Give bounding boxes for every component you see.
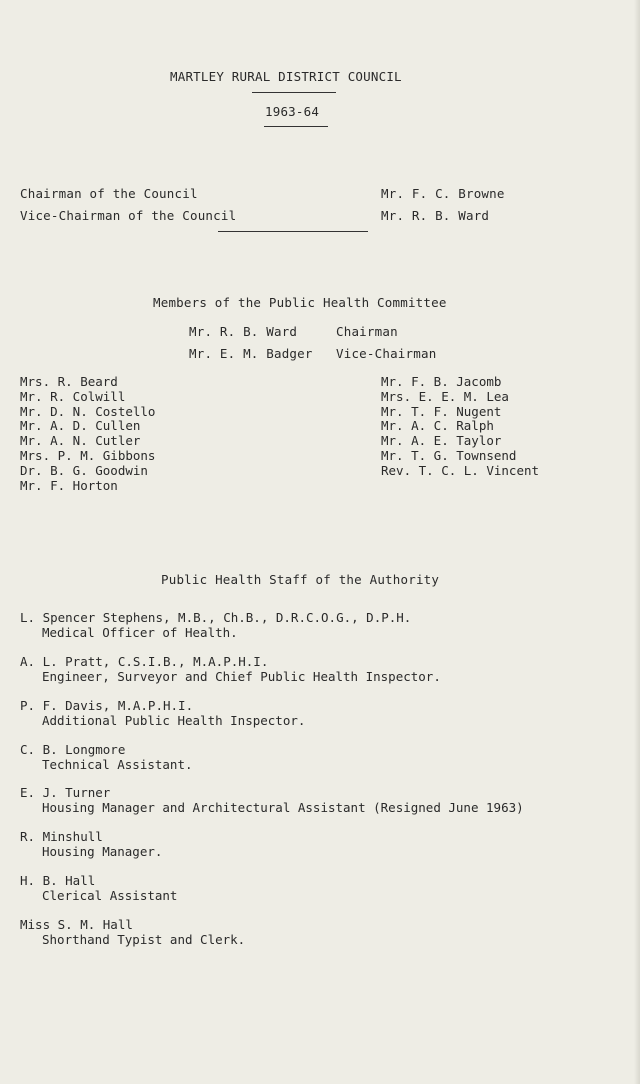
committee-chair-name: Mr. R. B. Ward: [189, 324, 298, 339]
member-name: Mr. R. Colwill: [20, 388, 126, 404]
staff-heading: Public Health Staff of the Authority: [161, 572, 440, 587]
member-name: Mr. A. C. Ralph: [381, 418, 494, 434]
staff-role: Medical Officer of Health.: [42, 625, 238, 640]
member-name: Dr. B. G. Goodwin: [20, 462, 148, 478]
staff-name: R. Minshull: [20, 829, 103, 844]
staff-entry: [20, 829, 162, 859]
committee-vice-chair-role: Vice-Chairman: [336, 346, 437, 361]
member-name: Mr. D. N. Costello: [20, 403, 156, 419]
members-right-column: [381, 375, 539, 479]
staff-name: P. F. Davis, M.A.P.H.I.: [20, 698, 194, 713]
member-name: Mr. A. E. Taylor: [381, 433, 502, 449]
officer-chairman-name: Mr. F. C. Browne: [381, 186, 505, 201]
staff-role: Engineer, Surveyor and Chief Public Health Inspector.: [42, 669, 441, 684]
member-name: Mrs. R. Beard: [20, 374, 118, 389]
member-name: Mr. T. G. Townsend: [381, 447, 517, 463]
committee-vice-chair-name: Mr. E. M. Badger: [189, 346, 313, 361]
office-vice-chairman: Vice-Chairman of the Council: [20, 208, 237, 223]
staff-entry: [20, 917, 245, 947]
staff-role: Technical Assistant.: [42, 757, 193, 772]
member-name: Mr. T. F. Nugent: [381, 403, 502, 419]
staff-entry: [20, 698, 305, 728]
staff-role: Clerical Assistant: [42, 888, 178, 903]
year-underline: [264, 126, 328, 127]
member-name: Mr. F. B. Jacomb: [381, 374, 502, 389]
staff-role: Housing Manager and Architectural Assistant (Resigned June 1963): [42, 800, 524, 815]
staff-name: H. B. Hall: [20, 873, 96, 888]
staff-entry: [20, 785, 524, 815]
staff-role: Housing Manager.: [42, 844, 163, 859]
staff-entry: [20, 873, 177, 903]
year-label: 1963-64: [265, 104, 320, 119]
staff-entry: [20, 742, 193, 772]
staff-name: E. J. Turner: [20, 785, 111, 800]
staff-name: A. L. Pratt, C.S.I.B., M.A.P.H.I.: [20, 654, 269, 669]
member-name: Rev. T. C. L. Vincent: [381, 462, 540, 478]
committee-chair-role: Chairman: [336, 324, 398, 339]
member-name: Mr. A. N. Cutler: [20, 433, 141, 449]
staff-entry: [20, 654, 441, 684]
staff-role: Additional Public Health Inspector.: [42, 713, 306, 728]
member-name: Mr. A. D. Cullen: [20, 418, 141, 434]
staff-name: Miss S. M. Hall: [20, 917, 133, 932]
staff-name: C. B. Longmore: [20, 742, 126, 757]
officer-vice-chairman-name: Mr. R. B. Ward: [381, 208, 490, 223]
page-edge-shadow: [634, 0, 640, 1084]
staff-entry: [20, 610, 411, 640]
members-left-column: [20, 375, 155, 493]
member-name: Mrs. P. M. Gibbons: [20, 447, 156, 463]
staff-role: Shorthand Typist and Clerk.: [42, 932, 246, 947]
title-underline: [252, 92, 336, 93]
member-name: Mrs. E. E. M. Lea: [381, 388, 509, 404]
council-title: MARTLEY RURAL DISTRICT COUNCIL: [170, 69, 402, 84]
committee-heading: Members of the Public Health Committee: [153, 295, 447, 310]
staff-name: L. Spencer Stephens, M.B., Ch.B., D.R.C.O.G., D.P.H.: [20, 610, 412, 625]
officers-divider: [218, 231, 368, 232]
office-chairman: Chairman of the Council: [20, 186, 198, 201]
member-name: Mr. F. Horton: [20, 477, 118, 493]
